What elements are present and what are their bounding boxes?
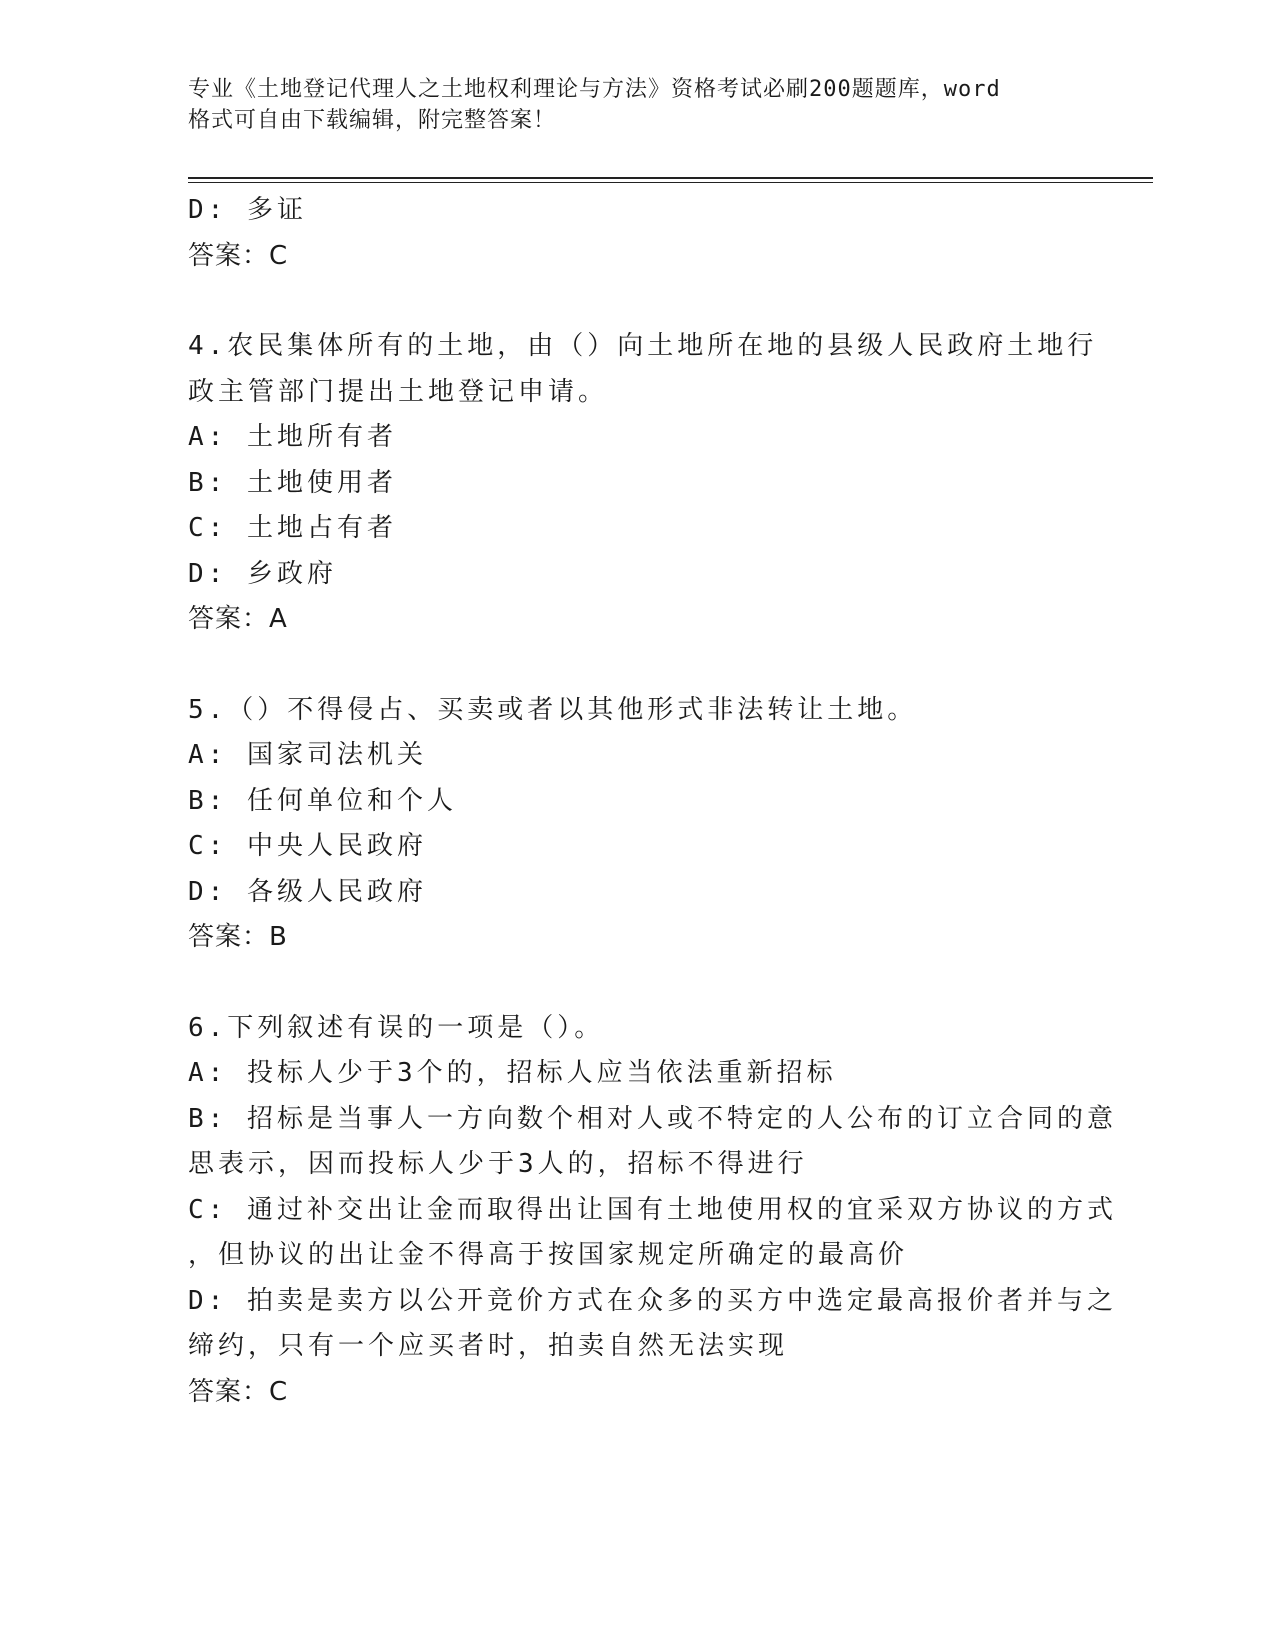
q4-stem-line-1: 4.农民集体所有的土地，由（）向土地所在地的县级人民政府土地行 [188, 331, 1098, 361]
q5-option-d: D: 各级人民政府 [188, 876, 427, 907]
q4-option-c: C: 土地占有者 [188, 513, 397, 543]
header-title-line-1: 专业《土地登记代理人之土地权利理论与方法》资格考试必刷200题题库，word [188, 77, 1001, 102]
q4-answer: 答案：A [188, 604, 288, 634]
q3-option-d: D: 多证 [188, 195, 307, 225]
question-6 [188, 1006, 1117, 1416]
q4-stem-line-2: 政主管部门提出土地登记申请。 [188, 376, 609, 407]
q6-stem: 6.下列叙述有误的一项是（）。 [188, 1012, 605, 1043]
q5-option-a: A: 国家司法机关 [188, 740, 427, 770]
q6-option-b-line-1: B: 招标是当事人一方向数个相对人或不特定的人公布的订立合同的意 [188, 1103, 1117, 1134]
q6-option-d-line-2: 缔约，只有一个应买者时，拍卖自然无法实现 [188, 1331, 789, 1361]
q6-option-c-line-2: ，但协议的出让金不得高于按国家规定所确定的最高价 [188, 1240, 909, 1270]
q6-option-d-line-1: D: 拍卖是卖方以公开竞价方式在众多的买方中选定最高报价者并与之 [188, 1285, 1117, 1316]
q6-option-b-line-2: 思表示，因而投标人少于3人的，招标不得进行 [188, 1149, 808, 1179]
header-title-line-2: 格式可自由下载编辑，附完整答案！ [188, 108, 557, 133]
q6-answer: 答案：C [188, 1376, 289, 1407]
spacer [188, 643, 1088, 688]
q4-option-b: B: 土地使用者 [188, 467, 397, 498]
q4-option-d: D: 乡政府 [188, 558, 337, 589]
question-5 [188, 688, 1088, 961]
q4-option-a: A: 土地所有者 [188, 422, 397, 452]
spacer [188, 961, 1088, 1006]
q5-option-c: C: 中央人民政府 [188, 831, 427, 861]
header-divider [188, 177, 1153, 183]
question-3-tail [188, 188, 1088, 279]
q5-answer: 答案：B [188, 922, 288, 952]
q5-option-b: B: 任何单位和个人 [188, 785, 457, 816]
q6-option-c-line-1: C: 通过补交出让金而取得出让国有土地使用权的宜采双方协议的方式 [188, 1194, 1117, 1225]
question-4 [188, 324, 1098, 643]
question-content [188, 188, 1117, 1415]
page-header [188, 74, 1088, 136]
q5-stem: 5.（）不得侵占、买卖或者以其他形式非法转让土地。 [188, 694, 918, 725]
spacer [188, 279, 1088, 324]
q3-answer: 答案：C [188, 240, 289, 271]
q6-option-a: A: 投标人少于3个的，招标人应当依法重新招标 [188, 1058, 837, 1088]
